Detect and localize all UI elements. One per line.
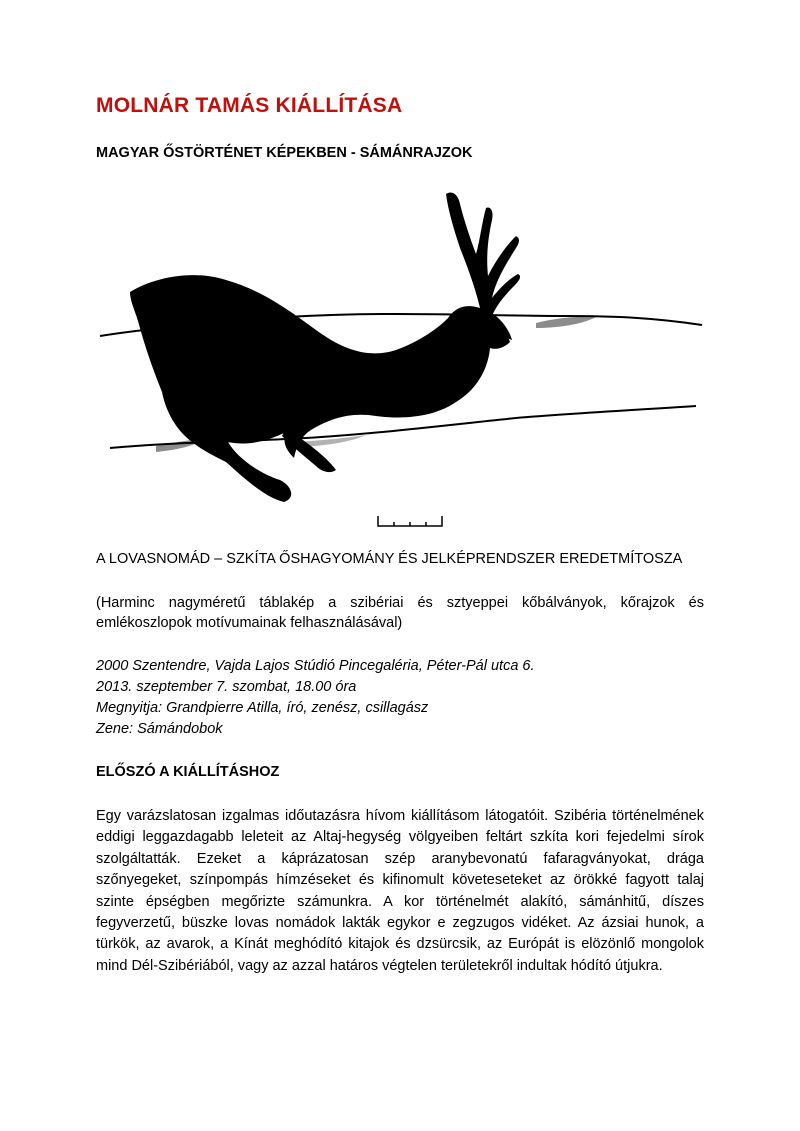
scale-bar xyxy=(378,516,442,526)
foreword-text: Egy varázslatosan izgalmas időutazásra hívom kiállításom látogatóit. Szibéria történelmének eddigi leggazdagabb leleteit az Altaj-hegység völgyeiben feltárt szkíta kori fejedelmi sírok szolgáltatták. Ezeket a káprázatosan szép aranybevonatú fafaragványokat, drága szőnyegeket, színpompás hímzéseket és kifinomult követeseteket az örökké fagyott talaj szinte épségben megőrizte számunkra. A kor történelmét alakító, sámánhitű, díszes fegyverzetű, büszke lovas nomádok lakták egykor e zegzugos vidéket. Az ázsiai hunok, a türkök, az avarok, a Kínát meghódító kitajok és dzsürcsik, az Európát is elözönlő mongolok mind Dél-Szibériából, vagy az azzal határos végtelen területekről indultak hódító útjukra. xyxy=(96,808,704,974)
deer-antler xyxy=(446,192,520,316)
page-subtitle: MAGYAR ŐSTÖRTÉNET KÉPEKBEN - SÁMÁNRAJZOK xyxy=(96,145,473,161)
event-music: Zene: Sámándobok xyxy=(96,721,223,737)
foreword-heading: ELŐSZÓ A KIÁLLÍTÁSHOZ xyxy=(96,764,280,780)
right-hatch-band xyxy=(536,317,596,328)
page-title: MOLNÁR TAMÁS KIÁLLÍTÁSA xyxy=(96,94,403,117)
event-opening: Megnyitja: Grandpierre Atilla, író, zenész, csillagász xyxy=(96,700,429,716)
event-info xyxy=(96,656,535,740)
lead-subtitle: (Harminc nagyméretű táblakép a szibériai és sztyeppei kőbálványok, kőrajzok és emlékoszlopok motívumainak felhasználásával) xyxy=(96,595,704,631)
event-venue: 2000 Szentendre, Vajda Lajos Stúdió Pincegaléria, Péter-Pál utca 6. xyxy=(96,658,535,674)
deer-rock-drawing-illustration xyxy=(96,180,704,550)
event-datetime: 2013. szeptember 7. szombat, 18.00 óra xyxy=(96,679,357,695)
lead-title: A LOVASNOMÁD – SZKÍTA ŐSHAGYOMÁNY ÉS JELKÉPRENDSZER EREDETMÍTOSZA xyxy=(96,551,683,567)
